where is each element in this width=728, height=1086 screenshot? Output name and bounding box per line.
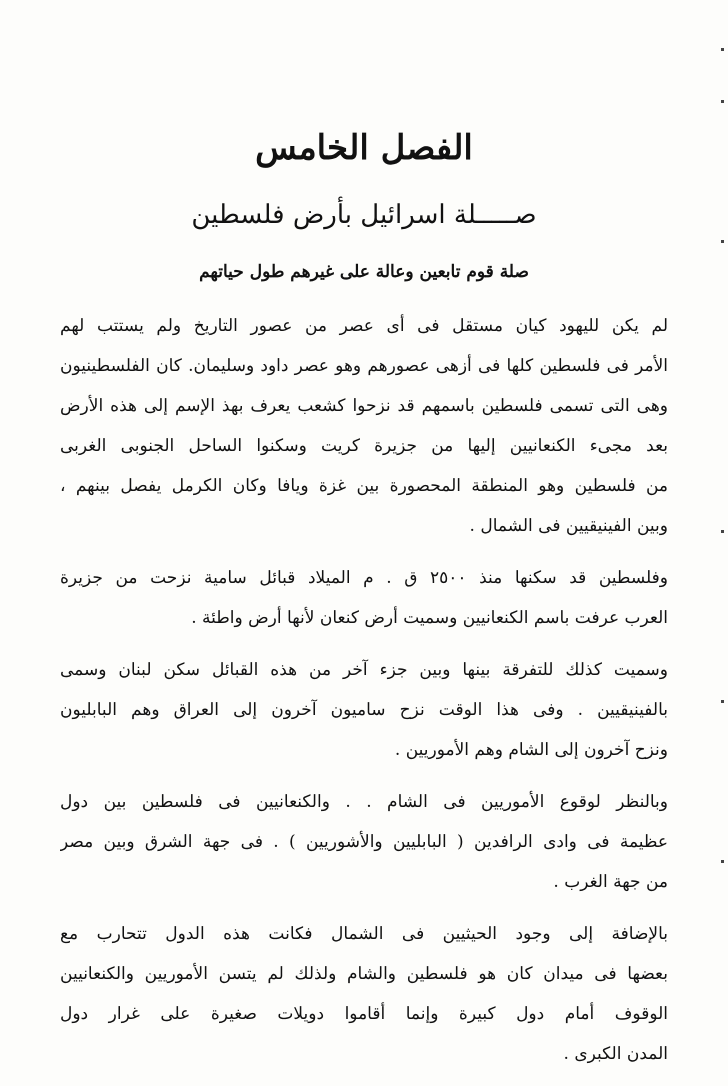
paragraph-5 [60,914,668,1074]
text-line: المدن الكبرى . [563,1044,668,1064]
text-line: بعضها فى ميدان كان هو فلسطين والشام ولذلك لم يتسن الأموريين والكنعانيين [60,964,668,984]
text-line: وبين الفينيقيين فى الشمال . [469,516,668,536]
text-line: الوقوف أمام دول كبيرة وإنما أقاموا دويلات صغيرة على غرار دول [60,1004,668,1024]
text-line: وهى التى تسمى فلسطين باسمهم قد نزحوا كشعب يعرف بهذ الإسم إلى هذه الأرض [60,396,668,416]
text-line: العرب عرفت باسم الكنعانيين وسميت أرض كنعان لأنها أرض واطئة . [191,608,668,628]
text-line: ونزح آخرون إلى الشام وهم الأموريين . [394,740,668,760]
text-line: من فلسطين وهو المنطقة المحصورة بين غزة ويافا وكان الكرمل يفصل بينهم ، [60,476,668,496]
section-subtitle: صلة قوم تابعين وعالة على غيرهم طول حياتهم [199,262,529,282]
text-line: وسميت كذلك للتفرقة بينها وبين جزء آخر من هذه القبائل سكن لبنان وسمى [60,660,668,680]
text-line: بعد مجىء الكنعانيين إليها من جزيرة كريت وسكنوا الساحل الجنوبى الغربى [60,436,668,456]
section-title: صـــــلة اسرائيل بأرض فلسطين [191,200,537,230]
text-line: وفلسطين قد سكنها منذ ٢٥٠٠ ق . م الميلاد قبائل سامية نزحت من جزيرة [60,568,668,588]
text-line: بالفينيقيين . وفى هذا الوقت نزح ساميون آخرون إلى العراق وهم البابليون [60,700,668,720]
scan-speck [721,100,724,103]
text-line: من جهة الغرب . [553,872,668,892]
body-text [60,306,668,1086]
text-line: بالإضافة إلى وجود الحيثيين فى الشمال فكانت هذه الدول تتحارب مع [60,924,668,944]
paragraph-2 [60,558,668,638]
text-line: الأمر فى فلسطين كلها فى أزهى عصورهم وهو عصر داود وسليمان. كان الفلسطينيون [60,356,668,376]
scan-speck [721,700,724,703]
scan-speck [721,860,724,863]
text-line: وبالنظر لوقوع الأموريين فى الشام . . والكنعانيين فى فلسطين بين دول [60,792,668,812]
scan-speck [721,48,724,51]
text-line: عظيمة فى وادى الرافدين ( البابليين والأشوريين ) . فى جهة الشرق وبين مصر [60,832,668,852]
paragraph-3 [60,650,668,770]
text-line: لم يكن لليهود كيان مستقل فى أى عصر من عصور التاريخ ولم يستتب لهم [60,316,668,336]
paragraph-1 [60,306,668,546]
chapter-title: الفصل الخامس [255,128,473,168]
scan-speck [721,530,724,533]
paragraph-4 [60,782,668,902]
scan-speck [721,240,724,243]
